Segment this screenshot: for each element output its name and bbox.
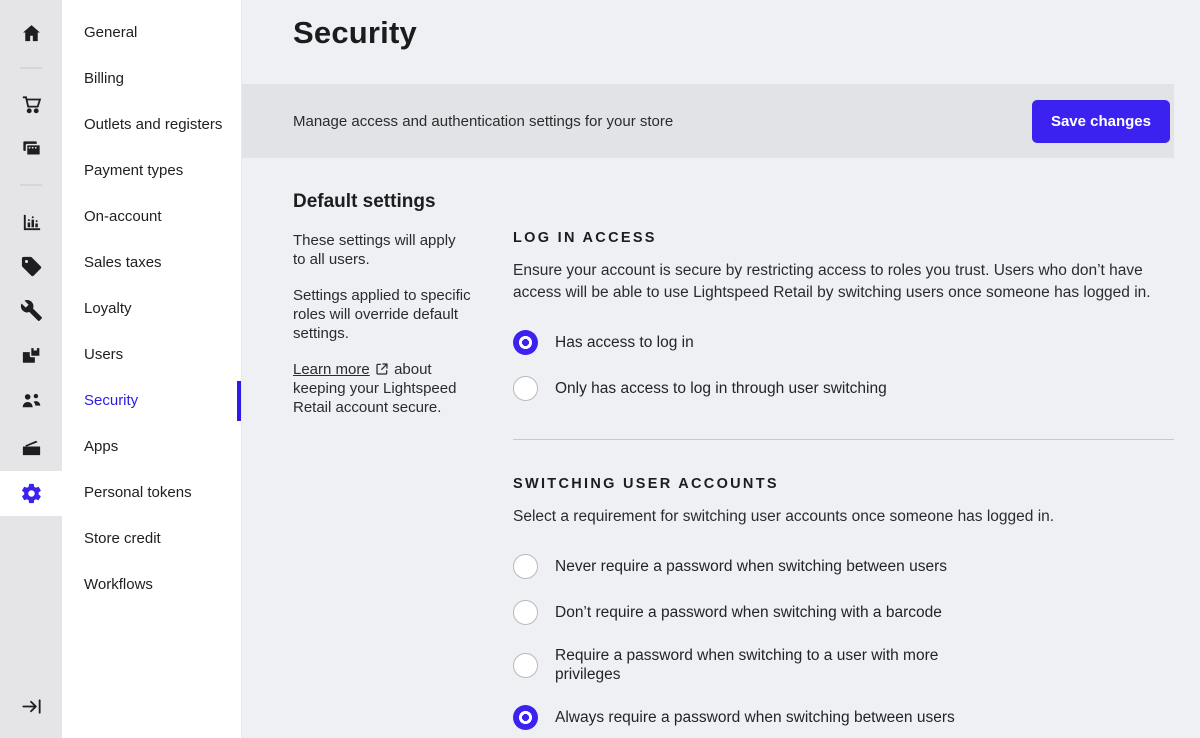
radio-option-password-more-privileges[interactable]: Require a password when switching to a user with more privileges <box>513 646 1174 684</box>
settings-menu <box>62 10 241 608</box>
login-access-section <box>513 230 1174 401</box>
radio-option-never-require-password[interactable]: Never require a password when switching between users <box>513 554 1174 579</box>
rail-divider <box>20 67 42 69</box>
security-settings-form <box>513 190 1174 730</box>
register-icon[interactable] <box>0 134 62 162</box>
sidebar-item-sales-taxes[interactable]: Sales taxes <box>84 254 162 271</box>
sidebar-item-personal-tokens[interactable]: Personal tokens <box>84 484 192 501</box>
radio-option-always-require-password[interactable]: Always require a password when switching between users <box>513 705 1174 730</box>
radio-option-user-switching-only[interactable]: Only has access to log in through user switching <box>513 376 1174 401</box>
switching-accounts-heading: SWITCHING USER ACCOUNTS <box>513 476 779 492</box>
login-access-description: Ensure your account is secure by restricting access to roles you trust. Users who don’t have access will be able to use Lightspeed Retail by switching users once someone has logged in. <box>513 262 1151 301</box>
save-changes-button[interactable]: Save changes <box>1032 100 1170 143</box>
main-content <box>242 0 1200 738</box>
section-divider <box>513 439 1174 440</box>
radio-selected-icon[interactable] <box>513 705 538 730</box>
logout-icon[interactable] <box>0 692 62 720</box>
drawer-icon[interactable] <box>0 433 62 461</box>
radio-unselected-icon[interactable] <box>513 554 538 579</box>
external-link-icon <box>375 362 389 376</box>
radio-option-has-access[interactable]: Has access to log in <box>513 330 1174 355</box>
gear-icon[interactable] <box>0 471 62 516</box>
tag-icon[interactable] <box>0 252 62 280</box>
sidebar-item-general[interactable]: General <box>84 24 138 41</box>
cart-icon[interactable] <box>0 90 62 118</box>
sidebar-item-billing[interactable]: Billing <box>84 70 125 87</box>
radio-unselected-icon[interactable] <box>513 653 538 678</box>
sidebar-item-payment-types[interactable]: Payment types <box>84 162 184 179</box>
settings-sidebar <box>62 0 242 738</box>
default-settings-panel <box>242 158 1200 730</box>
rail-divider <box>20 184 42 186</box>
radio-unselected-icon[interactable] <box>513 376 538 401</box>
active-item-indicator <box>237 381 241 421</box>
home-icon[interactable] <box>0 19 62 47</box>
intro-paragraph: Settings applied to specific roles will override default settings. <box>293 287 471 342</box>
switching-user-accounts-section <box>513 476 1174 730</box>
login-access-heading: LOG IN ACCESS <box>513 230 657 246</box>
page-title: Security <box>293 15 417 50</box>
learn-more-link[interactable]: Learn more <box>293 361 370 378</box>
radio-unselected-icon[interactable] <box>513 600 538 625</box>
default-settings-heading: Default settings <box>293 191 436 212</box>
learn-more-paragraph <box>293 360 471 417</box>
default-settings-intro <box>293 190 471 730</box>
intro-paragraph: These settings will apply to all users. <box>293 232 456 268</box>
sidebar-item-security[interactable]: Security <box>62 378 241 424</box>
radio-option-no-password-barcode[interactable]: Don’t require a password when switching with a barcode <box>513 600 1174 625</box>
toolbar-description: Manage access and authentication settings for your store <box>293 112 674 130</box>
radio-selected-icon[interactable] <box>513 330 538 355</box>
wrench-icon[interactable] <box>0 296 62 324</box>
inventory-box-icon[interactable] <box>0 341 62 369</box>
sidebar-item-store-credit[interactable]: Store credit <box>84 530 161 547</box>
users-icon[interactable] <box>0 386 62 414</box>
sidebar-item-outlets-and-registers[interactable]: Outlets and registers <box>84 116 223 133</box>
toolbar <box>242 84 1174 158</box>
learn-more-suffix: about keeping your Lightspeed Retail account secure. <box>293 361 457 416</box>
sidebar-item-on-account[interactable]: On-account <box>84 208 162 225</box>
bar-chart-icon[interactable] <box>0 208 62 236</box>
icon-rail <box>0 0 62 738</box>
sidebar-item-loyalty[interactable]: Loyalty <box>84 300 132 317</box>
sidebar-item-users[interactable]: Users <box>84 346 124 363</box>
sidebar-item-apps[interactable]: Apps <box>84 438 119 455</box>
sidebar-item-workflows[interactable]: Workflows <box>84 576 153 593</box>
switching-accounts-description: Select a requirement for switching user accounts once someone has logged in. <box>513 508 1055 525</box>
